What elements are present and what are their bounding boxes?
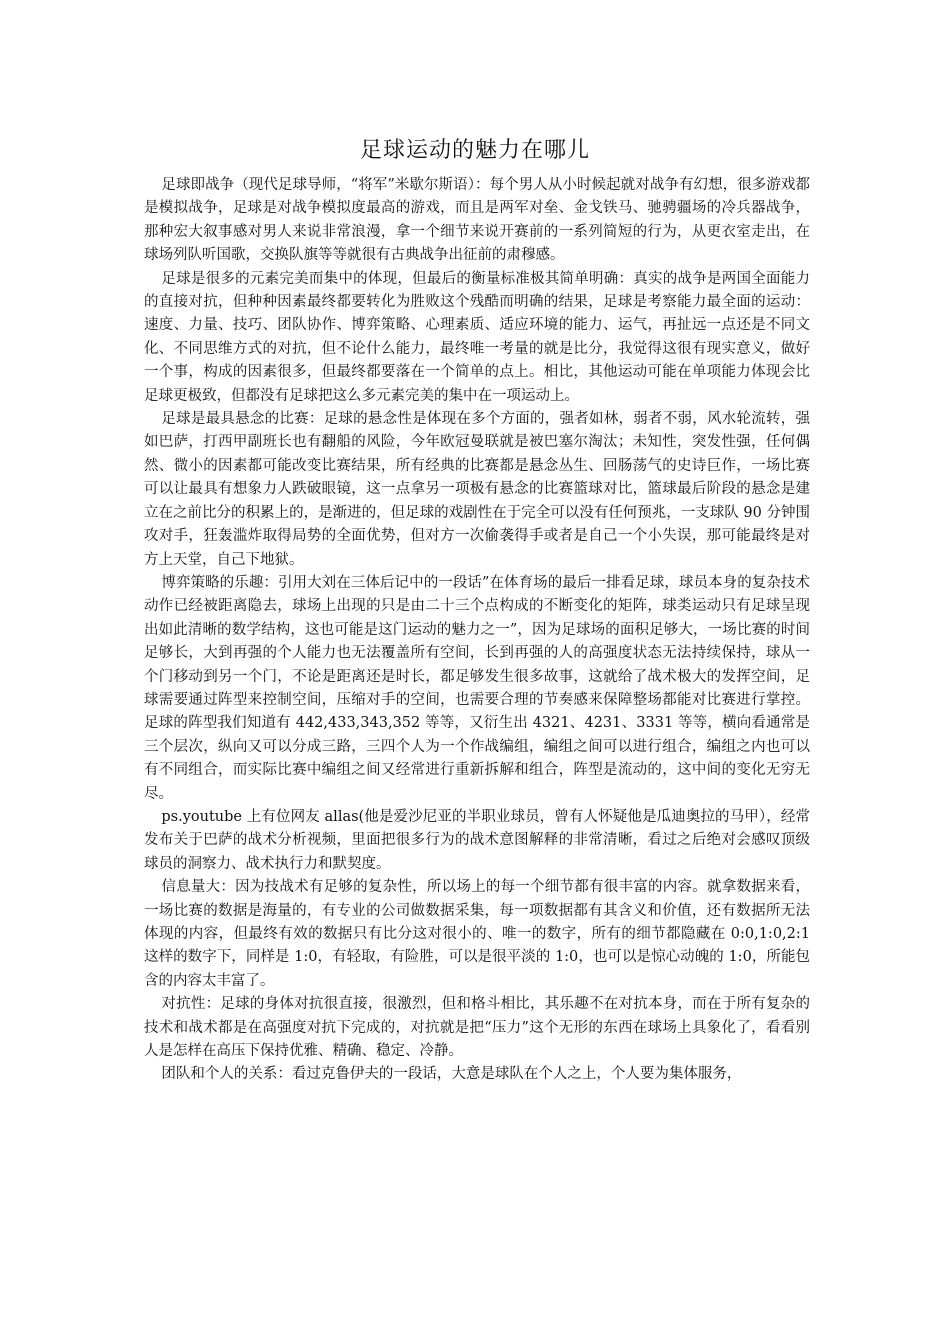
document-body: [144, 174, 810, 1087]
paragraph: 足球即战争（现代足球导师，“将军”米歇尔斯语）：每个男人从小时候起就对战争有幻想，很多游戏都是模拟战争，足球是对战争模拟度最高的游戏，而且是两军对垒、金戈铁马、驰骋疆场的冷兵器战争，那种宏大叙事感对男人来说非常浪漫，拿一个细节来说开赛前的一系列简短的行为，从更衣室走出，在球场列队听国歌，交换队旗等等就很有古典战争出征前的肃穆感。: [144, 177, 810, 264]
paragraph: 足球是最具悬念的比赛：足球的悬念性是体现在多个方面的，强者如林，弱者不弱，风水轮流转，强如巴萨，打西甲副班长也有翻船的风险，今年欧冠曼联就是被巴塞尔淘汰；未知性，突发性强，任何偶然、微小的因素都可能改变比赛结果，所有经典的比赛都是悬念丛生、回肠荡气的史诗巨作，一场比赛可以让最具有想象力人跌破眼镜，这一点拿另一项极有悬念的比赛篮球对比，篮球最后阶段的悬念是建立在之前比分的积累上的，是渐进的，但足球的戏剧性在于完全可以没有任何预兆，一支球队 90 分钟围攻对手，狂轰滥炸取得局势的全面优势，但对方一次偷袭得手或者是自己一个小失误，那可能最终是对方上天堂，自己下地狱。: [144, 411, 810, 568]
paragraph: 团队和个人的关系：看过克鲁伊夫的一段话，大意是球队在个人之上，个人要为集体服务，: [161, 1066, 742, 1083]
paragraph: 足球是很多的元素完美而集中的体现，但最后的衡量标准极其简单明确：真实的战争是两国全面能力的直接对抗，但种种因素最终都要转化为胜败这个残酷而明确的结果，足球是考察能力最全面的运动：速度、力量、技巧、团队协作、博弈策略、心理素质、适应环境的能力、运气，再扯远一点还是不同文化、不同思维方式的对抗，但不论什么能力，最终唯一考量的就是比分，我觉得这很有现实意义，做好一个事，构成的因素很多，但最终都要落在一个简单的点上。相比，其他运动可能在单项能力体现会比足球更极致，但都没有足球把这么多元素完美的集中在一项运动上。: [144, 270, 810, 404]
document-title: 足球运动的魅力在哪儿: [359, 138, 590, 163]
paragraph: 博弈策略的乐趣：引用大刘在三体后记中的一段话”在体育场的最后一排看足球，球员本身的复杂技术动作已经被距离隐去，球场上出现的只是由二十三个点构成的不断变化的矩阵，球类运动只有足球呈现出如此清晰的数学结构，这也可能是这门运动的魅力之一”，因为足球场的面积足够大，一场比赛的时间足够长，大到再强的个人能力也无法覆盖所有空间，长到再强的人的高强度状态无法持续保持，球从一个门移动到另一个门，不论是距离还是时长，都足够发生很多故事，这就给了战术极大的发挥空间，足球需要通过阵型来控制空间，压缩对手的空间，也需要合理的节奏感来保障整场都能对比赛进行掌控。足球的阵型我们知道有 442,433,343,352 等等，又衍生出 4321、4231、3331 等等，横向看通常是三个层次，纵向又可以分成三路，三四个人为一个作战编组，编组之间可以进行组合，编组之内也可以有不同组合，而实际比赛中编组之间又经常进行重新拆解和组合，阵型是流动的，这中间的变化无穷无尽。: [144, 574, 810, 802]
paragraph: 对抗性：足球的身体对抗很直接，很激烈，但和格斗相比，其乐趣不在对抗本身，而在于所有复杂的技术和战术都是在高强度对抗下完成的，对抗就是把“压力”这个无形的东西在球场上具象化了，看看别人是怎样在高压下保持优雅、精确、稳定、冷静。: [144, 996, 810, 1060]
paragraph: ps.youtube 上有位网友 allas(他是爱沙尼亚的半职业球员，曾有人怀疑他是瓜迪奥拉的马甲），经常发布关于巴萨的战术分析视频，里面把很多行为的战术意图解释的非常清晰，看过之后绝对会感叹顶级球员的洞察力、战术执行力和默契度。: [144, 808, 810, 872]
paragraph: 信息量大：因为技战术有足够的复杂性，所以场上的每一个细节都有很丰富的内容。就拿数据来看，一场比赛的数据是海量的，有专业的公司做数据采集，每一项数据都有其含义和价值，还有数据所无法体现的内容，但最终有效的数据只有比分这对很小的、唯一的数字，所有的细节都隐藏在 0:0,1:0,2:1 这样的数字下，同样是 1:0，有轻取，有险胜，可以是很平淡的 1:0，也可以是惊心动魄的 1:0，所能包含的内容太丰富了。: [144, 879, 810, 989]
